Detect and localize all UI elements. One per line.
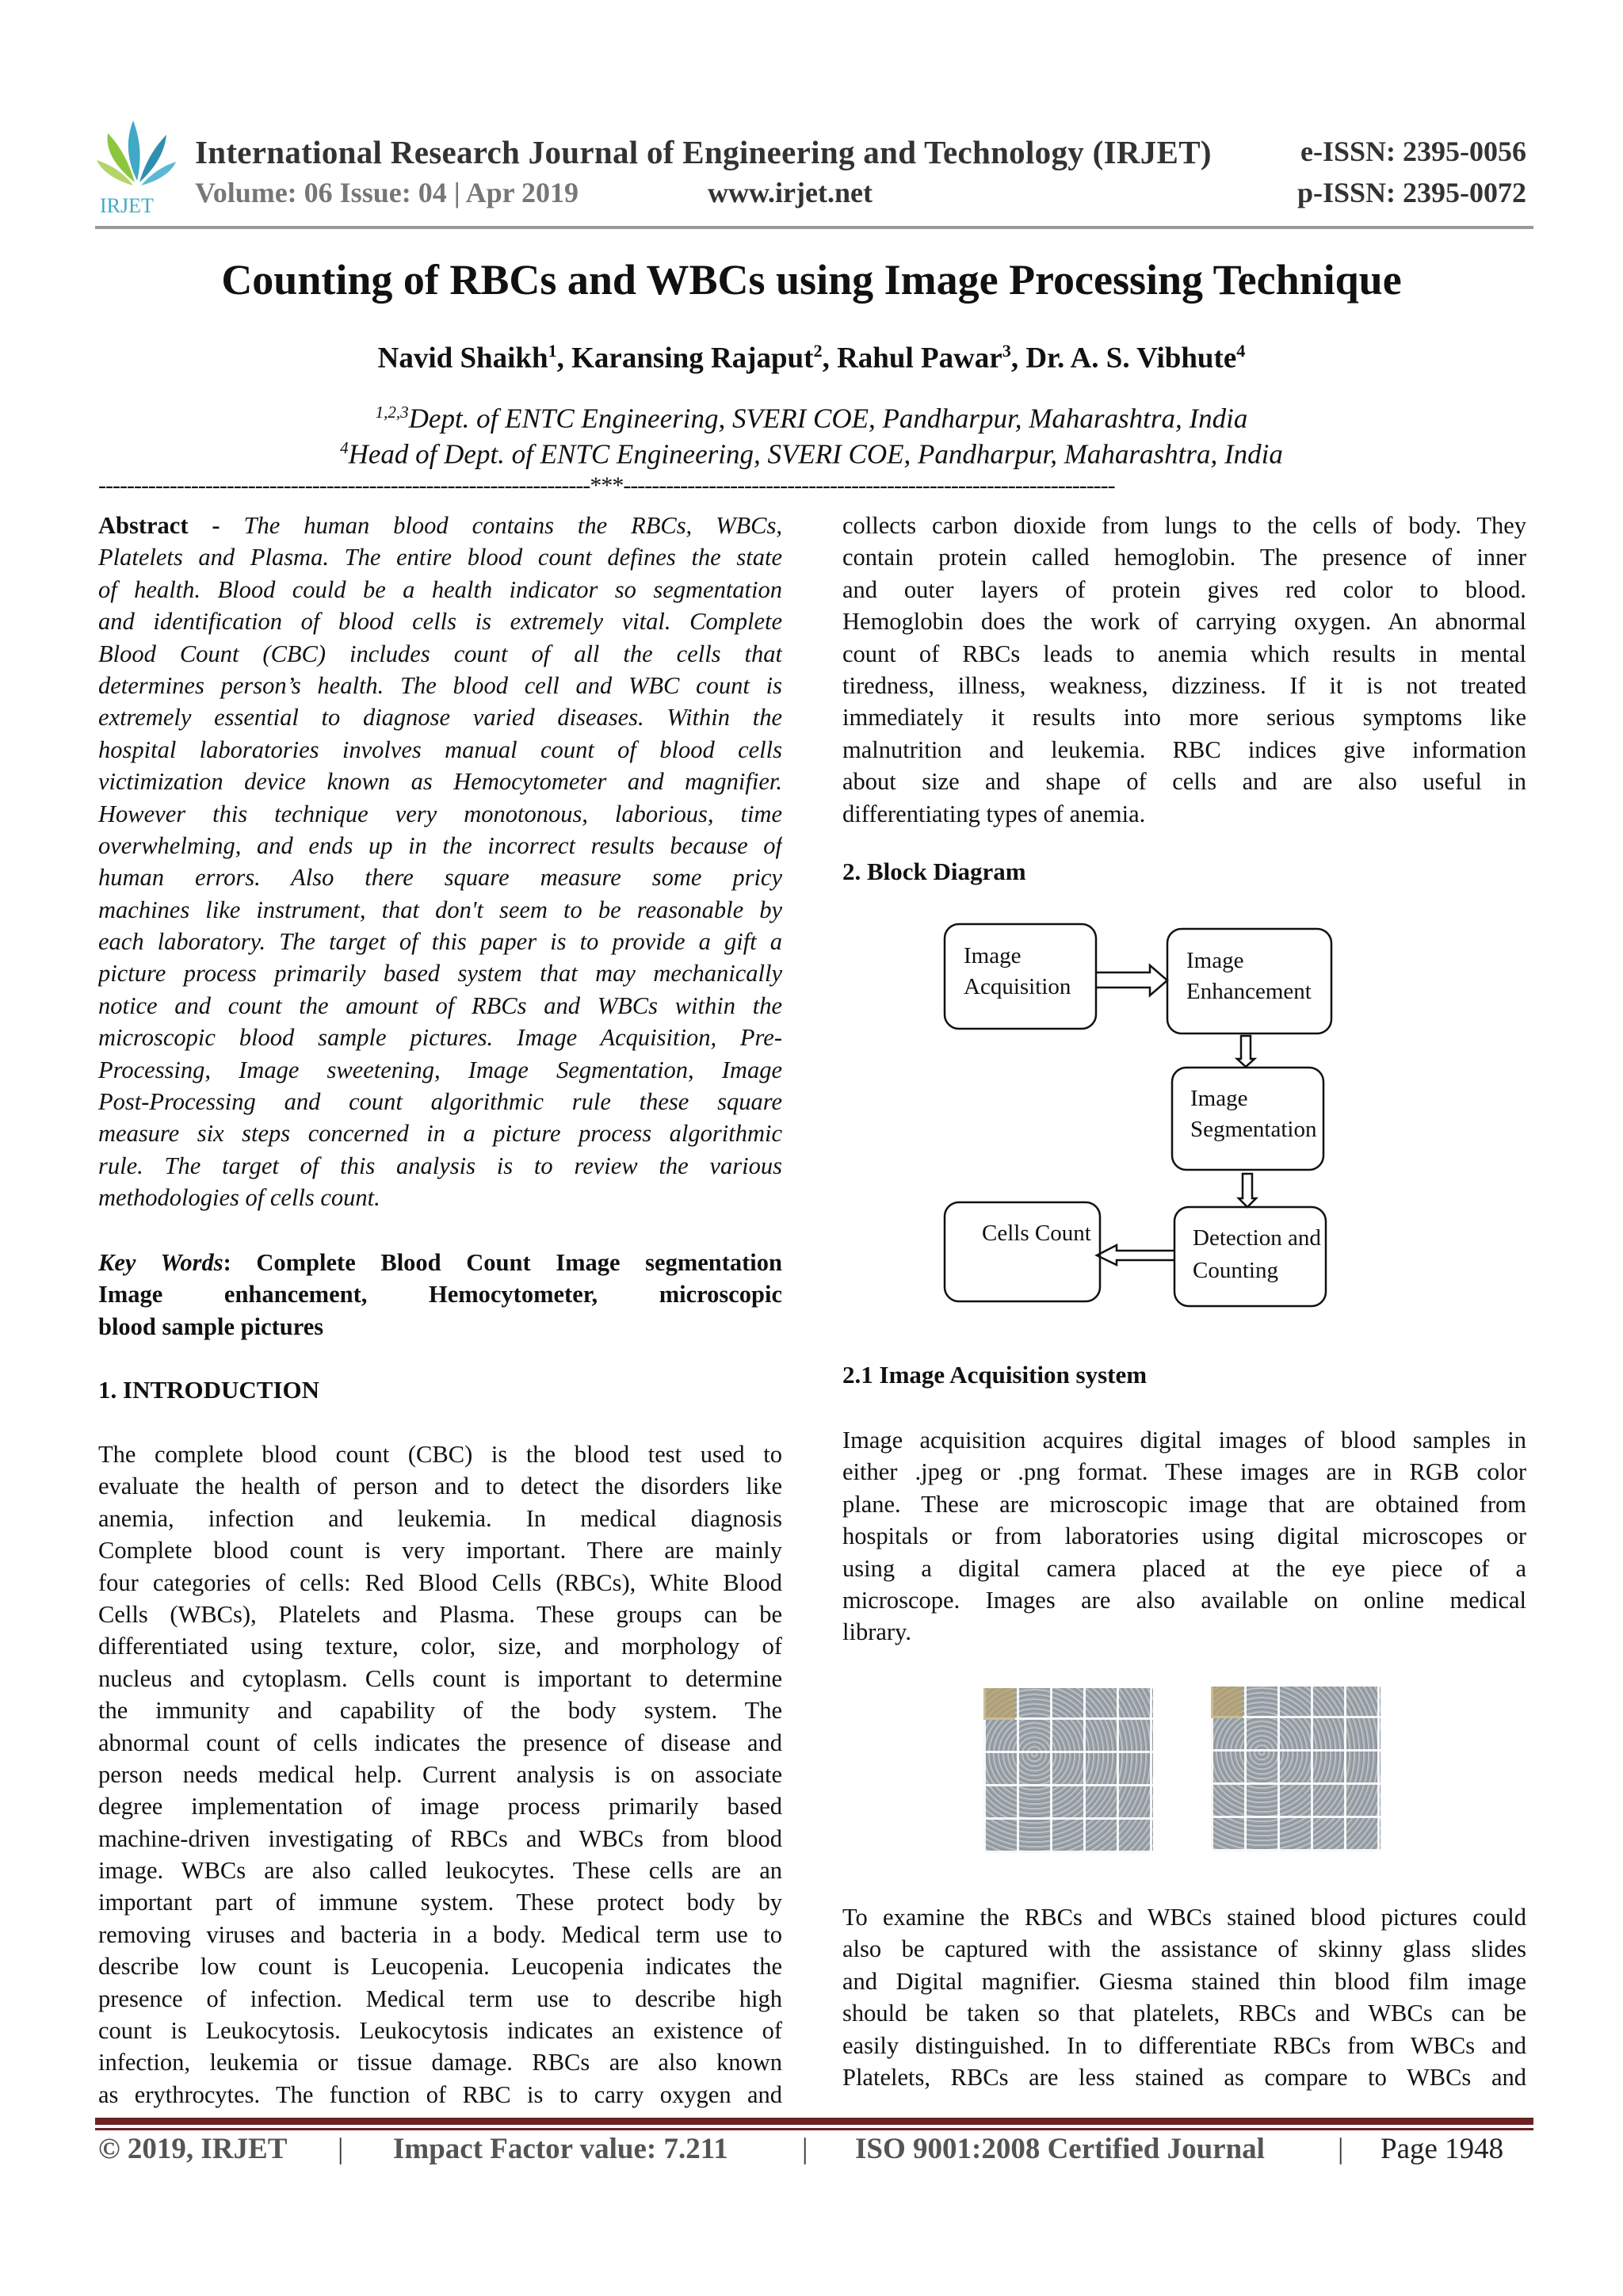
- irjet-logo: [94, 117, 181, 219]
- abstract-line: victimization device known as Hemocytometer and magnifier.: [98, 768, 782, 796]
- intro-line: nucleus and cytoplasm. Cells count is important to determine: [98, 1664, 782, 1692]
- abstract-line: picture process primarily based system that may mechanically: [98, 960, 782, 988]
- blood-sample-image: [983, 1688, 1153, 1853]
- intro-line: machine-driven investigating of RBCs and WBCs from blood: [98, 1824, 782, 1852]
- svg-text:IRJET: IRJET: [100, 194, 154, 217]
- paragraph-line: library.: [842, 1618, 911, 1646]
- paragraph-line: either .jpeg or .png format. These images are in RGB color: [842, 1458, 1526, 1486]
- box-label: Counting: [1193, 1258, 1278, 1283]
- paragraph-line: and Digital magnifier. Giesma stained thin blood film image: [842, 1967, 1526, 1995]
- footer-impact-factor: Impact Factor value: 7.211: [393, 2133, 728, 2165]
- abstract-label: Abstract -: [98, 512, 220, 539]
- affiliation: $^{1,2,3}$Dept. of ENTC Engineering, SVERI COE, Pandharpur, Maharashtra, India: [375, 403, 1248, 434]
- abstract-line: notice and count the amount of RBCs and WBCs within the: [98, 991, 782, 1019]
- abstract-line: Processing, Image sweetening, Image Segmentation, Image: [98, 1056, 782, 1083]
- abstract-line: extremely essential to diagnose varied diseases. Within the: [98, 704, 782, 732]
- footer-separator: |: [338, 2133, 344, 2165]
- footer-separator: |: [1338, 2133, 1344, 2165]
- blood-sample-image: [1211, 1687, 1381, 1851]
- box-label: Segmentation: [1190, 1117, 1317, 1142]
- footer-page-number: Page 1948: [1381, 2133, 1504, 2165]
- footer-copyright: © 2019, IRJET: [98, 2133, 288, 2165]
- arrow-down: [1239, 1174, 1256, 1207]
- intro-line: as erythrocytes. The function of RBC is to carry oxygen and: [98, 2080, 782, 2108]
- intro-line: differentiated using texture, color, size, and morphology of: [98, 1633, 782, 1660]
- abstract-line: microscopic blood sample pictures. Image Acquisition, Pre-: [98, 1024, 782, 1052]
- paragraph-line: malnutrition and leukemia. RBC indices give information: [842, 735, 1526, 763]
- keywords-label: Key Words: [98, 1249, 223, 1276]
- paragraph-lines: [842, 1901, 1526, 2093]
- intro-line: evaluate the health of person and to detect the disorders like: [98, 1473, 782, 1500]
- pissn: p-ISSN: 2395-0072: [1296, 177, 1526, 208]
- footer-bar: [95, 2128, 1533, 2130]
- abstract-line: determines person’s health. The blood cell and WBC count is: [98, 671, 782, 699]
- abstract-lines: [98, 541, 782, 1213]
- eissn: e-ISSN: 2395-0056: [1300, 136, 1526, 167]
- arrow-left: [1097, 1245, 1174, 1265]
- abstract: [98, 510, 782, 1214]
- paragraph-line: immediately it results into more serious symptoms like: [842, 704, 1526, 732]
- box-label: Image: [1186, 948, 1244, 973]
- paragraph-line: hospitals or from laboratories using digital microscopes or: [842, 1522, 1526, 1550]
- keywords: [98, 1247, 782, 1343]
- affiliation: $^4$Head of Dept. of ENTC Engineering, SVERI COE, Pandharpur, Maharashtra, India: [340, 438, 1283, 470]
- abstract-line: rule. The target of this analysis is to review the various: [98, 1152, 782, 1179]
- paragraph-line: count of RBCs leads to anemia which results in mental: [842, 640, 1526, 667]
- stained-blood-paragraph: [842, 1901, 1526, 2093]
- paragraph-line: tiredness, illness, weakness, dizziness. If it is not treated: [842, 671, 1526, 699]
- author: Karansing Rajaput: [571, 342, 814, 375]
- abstract-line: hospital laboratories involves manual count of blood cells: [98, 735, 782, 763]
- volume-issue: Volume: 06 Issue: 04 | Apr 2019: [195, 177, 579, 208]
- intro-line: abnormal count of cells indicates the presence of disease and: [98, 1729, 782, 1756]
- intro-line: the immunity and capability of the body system. The: [98, 1697, 782, 1725]
- keywords-lines: [98, 1278, 782, 1343]
- paragraph-line: plane. These are microscopic image that are obtained from: [842, 1490, 1526, 1518]
- intro-line: The complete blood count (CBC) is the blood test used to: [98, 1441, 782, 1468]
- author: Dr. A. S. Vibhute: [1025, 342, 1237, 375]
- box-label: Acquisition: [964, 974, 1071, 999]
- paragraph-line: collects carbon dioxide from lungs to the cells of body. They: [842, 512, 1526, 539]
- intro-line: presence of infection. Medical term use to describe high: [98, 1985, 782, 2012]
- paragraph-line: Image acquisition acquires digital images of blood samples in: [842, 1427, 1526, 1454]
- intro-line: Cells (WBCs), Platelets and Plasma. These groups can be: [98, 1600, 782, 1628]
- box-label: Image: [964, 943, 1022, 968]
- paragraph-lines: [842, 510, 1526, 830]
- abstract-line: machines like instrument, that don't seem to be reasonable by: [98, 896, 782, 923]
- abstract-line: methodologies of cells count.: [98, 1184, 380, 1212]
- intro-line: removing viruses and bacteria in a body. Medical term use to: [98, 1920, 782, 1948]
- box-label: Detection and: [1193, 1225, 1321, 1251]
- box-label: Image: [1190, 1086, 1248, 1111]
- intro-line: Complete blood count is very important. There are mainly: [98, 1537, 782, 1564]
- header-rule: [95, 226, 1533, 229]
- box-label: Enhancement: [1186, 979, 1312, 1004]
- intro-lines: [98, 1438, 782, 2111]
- paragraph-line: using a digital camera placed at the eye piece of a: [842, 1554, 1526, 1582]
- footer-iso: ISO 9001:2008 Certified Journal: [855, 2133, 1265, 2165]
- paragraph-line: Platelets, RBCs are less stained as compare to WBCs and: [842, 2063, 1526, 2091]
- footer-separator: |: [802, 2133, 808, 2165]
- intro-line: degree implementation of image process primarily based: [98, 1793, 782, 1820]
- block-diagram: [935, 904, 1522, 1316]
- intro-line: count is Leukocytosis. Leukocytosis indicates an existence of: [98, 2017, 782, 2045]
- leaf-icon: [97, 120, 176, 185]
- paragraph-line: about size and shape of cells and are also useful in: [842, 768, 1526, 796]
- abstract-line: and identification of blood cells is extremely vital. Complete: [98, 608, 782, 636]
- intro-line: infection, leukemia or tissue damage. RBCs are also known: [98, 2049, 782, 2076]
- author: Rahul Pawar: [837, 342, 1002, 375]
- abstract-line: Blood Count (CBC) includes count of all the cells that: [98, 640, 782, 667]
- section-heading-image-acquisition: 2.1 Image Acquisition system: [842, 1361, 1148, 1389]
- paragraph-line: Hemoglobin does the work of carrying oxygen. An abnormal: [842, 608, 1526, 636]
- abstract-line: human errors. Also there square measure some pricy: [98, 864, 782, 892]
- paragraph-line: should be taken so that platelets, RBCs and WBCs can be: [842, 2000, 1526, 2027]
- abstract-line: Post-Processing and count algorithmic rule these square: [98, 1088, 782, 1116]
- abstract-line: Platelets and Plasma. The entire blood count defines the state: [98, 544, 782, 571]
- journal-name: International Research Journal of Engineering and Technology (IRJET): [195, 134, 1212, 170]
- keywords-line: Key Words: Complete Blood Count Image segmentation: [98, 1249, 782, 1276]
- abstract-line: However this technique very monotonous, laborious, time: [98, 800, 782, 827]
- intro-line: four categories of cells: Red Blood Cells (RBCs), White Blood: [98, 1568, 782, 1596]
- paragraph-line: also be captured with the assistance of skinny glass slides: [842, 1935, 1526, 1963]
- abstract-line: Abstract - The human blood contains the RBCs, WBCs,: [98, 512, 782, 539]
- introduction-paragraph: [98, 1438, 782, 2111]
- box-detection-counting: [1174, 1207, 1326, 1306]
- intro-line: anemia, infection and leukemia. In medical diagnosis: [98, 1504, 782, 1532]
- paragraph-line: differentiating types of anemia.: [842, 800, 1146, 827]
- arrow-down: [1237, 1036, 1254, 1067]
- acquisition-paragraph: [842, 1424, 1526, 1648]
- paragraph-line: contain protein called hemoglobin. The presence of inner: [842, 544, 1526, 571]
- box-label: Cells Count: [982, 1221, 1091, 1246]
- intro-line: person needs medical help. Current analysis is on associate: [98, 1760, 782, 1788]
- author-list: Navid Shaikh$^1$, Karansing Rajaput$^2$, Rahul Pawar$^3$, Dr. A. S. Vibhute$^4$: [377, 341, 1246, 375]
- abstract-line: each laboratory. The target of this paper is to provide a gift a: [98, 928, 782, 956]
- intro-line: image. WBCs are also called leukocytes. These cells are an: [98, 1857, 782, 1885]
- separator: ---------------------------------------------------------------------***---------------------------------------------------------------------: [98, 472, 1115, 499]
- paragraph-line: microscope. Images are also available on online medical: [842, 1586, 1526, 1614]
- box-cells-count: [945, 1202, 1100, 1301]
- arrow-right: [1097, 965, 1167, 995]
- abstract-line: of health. Blood could be a health indicator so segmentation: [98, 575, 782, 603]
- paragraph-line: and outer layers of protein gives red color to blood.: [842, 575, 1526, 603]
- abstract-line: measure six steps concerned in a picture process algorithmic: [98, 1120, 782, 1148]
- paragraph-line: To examine the RBCs and WBCs stained blood pictures could: [842, 1904, 1526, 1931]
- footer-bar: [95, 2118, 1533, 2125]
- section-heading-block-diagram: 2. Block Diagram: [842, 858, 1026, 885]
- intro-line: describe low count is Leucopenia. Leucopenia indicates the: [98, 1953, 782, 1981]
- keywords-line: blood sample pictures: [98, 1312, 324, 1340]
- paragraph-line: easily distinguished. In to differentiate RBCs from WBCs and: [842, 2031, 1526, 2059]
- rbc-paragraph: [842, 510, 1526, 830]
- intro-line: important part of immune system. These protect body by: [98, 1889, 782, 1916]
- abstract-line: overwhelming, and ends up in the incorrect results because of: [98, 831, 782, 859]
- paragraph-lines: [842, 1424, 1526, 1648]
- paper-title: Counting of RBCs and WBCs using Image Processing Technique: [221, 256, 1402, 304]
- author: Navid Shaikh: [377, 342, 548, 375]
- keywords-line: Image enhancement, Hemocytometer, microscopic: [98, 1281, 782, 1308]
- journal-website[interactable]: www.irjet.net: [708, 177, 873, 208]
- section-heading-introduction: 1. INTRODUCTION: [98, 1376, 320, 1404]
